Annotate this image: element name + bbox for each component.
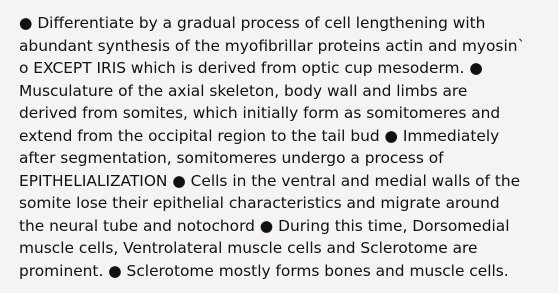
text-line: prominent. ● Sclerotome mostly forms bones and muscle cells. xyxy=(19,261,509,280)
text-line: muscle cells, Ventrolateral muscle cells and Sclerotome are xyxy=(19,239,478,257)
text-line: Musculature of the axial skeleton, body wall and limbs are xyxy=(19,81,468,100)
text-line: somite lose their epithelial characteristics and migrate around xyxy=(19,194,500,212)
text-line: extend from the occipital region to the tail bud ● Immediately xyxy=(19,126,500,145)
text-line: o EXCEPT IRIS which is derived from optic cup mesoderm. ● xyxy=(19,59,483,77)
text-line: ● Differentiate by a gradual process of cell lengthening with xyxy=(19,14,486,32)
text-line: abundant synthesis of the myofibrillar proteins actin and myosin` xyxy=(19,36,526,55)
text-line: after segmentation, somitomeres undergo a process of xyxy=(19,149,444,167)
text-line: the neural tube and notochord ● During this time, Dorsomedial xyxy=(19,216,510,235)
text-line: derived from somites, which initially form as somitomeres and xyxy=(19,104,501,122)
text-line: EPITHELIALIZATION ● Cells in the ventral and medial walls of the xyxy=(19,171,521,190)
body-text xyxy=(19,12,547,282)
